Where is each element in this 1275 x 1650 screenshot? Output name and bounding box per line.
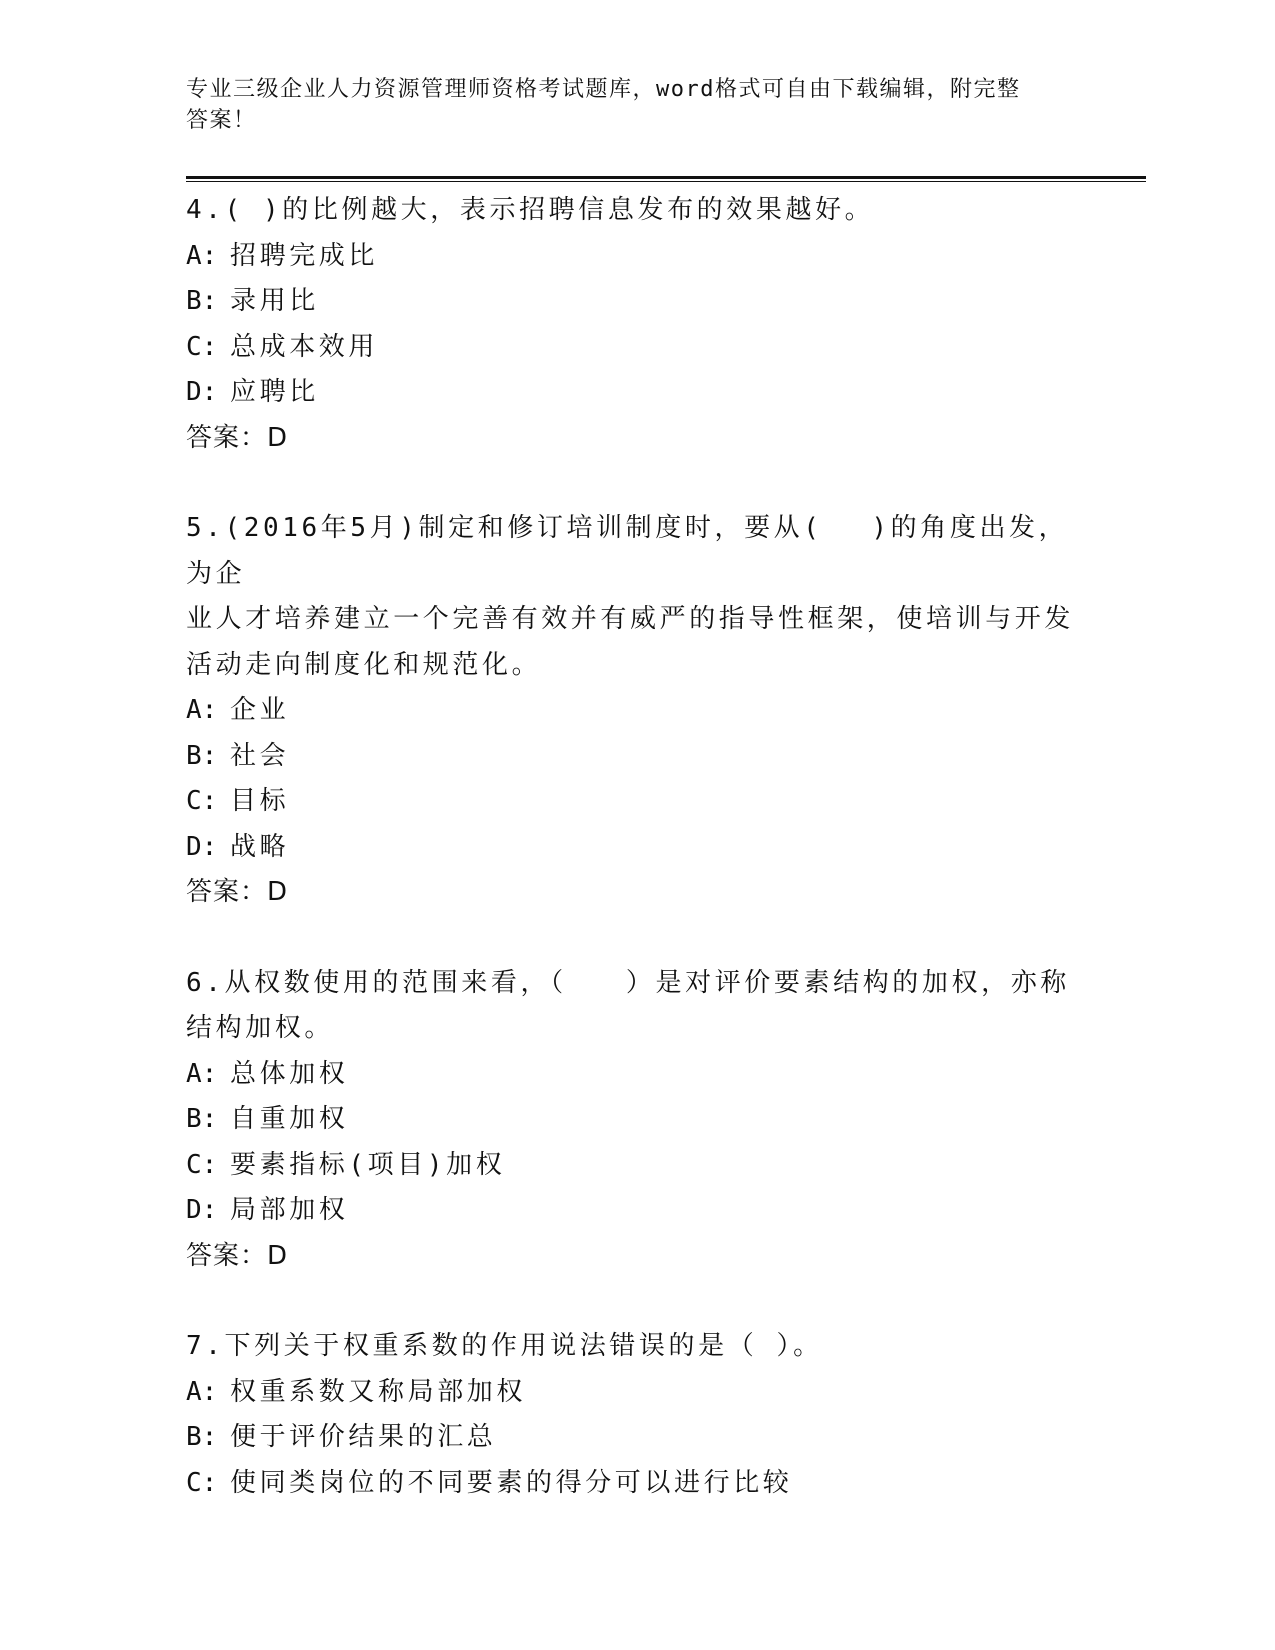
option-text: 要素指标(项目)加权 [230,1149,506,1180]
answer-option [186,1052,1086,1098]
question-stem: 结构加权。 [186,1013,335,1043]
header-rule-thick [186,176,1146,179]
answer-option [186,279,1086,325]
question-stem: 6.从权数使用的范围来看，（ ）是对评价要素结构的加权，亦称 [186,967,1070,998]
option-text: 便于评价结果的汇总 [230,1422,497,1452]
question-block [186,188,1086,461]
option-letter: A: [186,240,218,271]
answer-option [186,1461,1086,1507]
answer-line: 答案：D [186,1240,289,1271]
answer-option [186,1370,1086,1416]
header-line-1: 专业三级企业人力资源管理师资格考试题库，word格式可自由下载编辑，附完整 [186,77,1021,102]
option-text: 自重加权 [230,1104,349,1134]
header-rule-thin [186,181,1146,182]
option-letter: B: [186,740,218,771]
option-letter: D: [186,377,218,407]
document-header [186,74,1066,136]
question-spacer [186,916,1086,961]
option-text: 应聘比 [230,377,319,407]
answer-option [186,779,1086,825]
option-letter: D: [186,831,218,862]
answer-option [186,1415,1086,1461]
option-letter: A: [186,1376,218,1407]
answer-option [186,1188,1086,1234]
option-letter: A: [186,695,218,725]
answer-option [186,370,1086,416]
answer-option [186,688,1086,734]
question-stem: 5.(2016年5月)制定和修订培训制度时，要从( )的角度出发，为企 [186,513,1069,589]
option-text: 企业 [230,695,290,725]
option-letter: B: [186,1104,218,1134]
question-spacer [186,1279,1086,1324]
option-letter: A: [186,1058,218,1089]
question-stem: 业人才培养建立一个完善有效并有威严的指导性框架，使培训与开发 [186,604,1075,634]
option-text: 招聘完成比 [230,240,379,271]
question-stem: 7.下列关于权重系数的作用说法错误的是（ ）。 [186,1331,823,1361]
question-block [186,1324,1086,1506]
option-letter: C: [186,1149,218,1180]
answer-option [186,734,1086,780]
option-text: 总体加权 [230,1058,349,1089]
answer-option [186,825,1086,871]
option-letter: C: [186,1467,218,1498]
answer-option [186,325,1086,371]
option-text: 社会 [230,740,290,771]
option-text: 目标 [230,786,290,816]
answer-line: 答案：D [186,422,289,453]
question-stem: 活动走向制度化和规范化。 [186,649,542,680]
answer-option [186,1143,1086,1189]
option-text: 录用比 [230,286,319,316]
option-text: 总成本效用 [230,331,379,362]
question-spacer [186,461,1086,506]
option-letter: C: [186,786,218,816]
option-text: 战略 [230,831,290,862]
option-letter: B: [186,286,218,316]
question-stem: 4.( )的比例越大，表示招聘信息发布的效果越好。 [186,195,875,225]
question-block [186,506,1086,916]
option-letter: B: [186,1422,218,1452]
answer-line: 答案：D [186,877,289,907]
option-letter: C: [186,331,218,362]
option-text: 使同类岗位的不同要素的得分可以进行比较 [230,1467,793,1498]
header-line-2: 答案！ [186,108,257,133]
option-text: 局部加权 [230,1195,349,1225]
answer-option [186,234,1086,280]
option-text: 权重系数又称局部加权 [230,1376,527,1407]
question-block [186,961,1086,1280]
question-list [186,188,1086,1506]
answer-option [186,1097,1086,1143]
option-letter: D: [186,1195,218,1225]
